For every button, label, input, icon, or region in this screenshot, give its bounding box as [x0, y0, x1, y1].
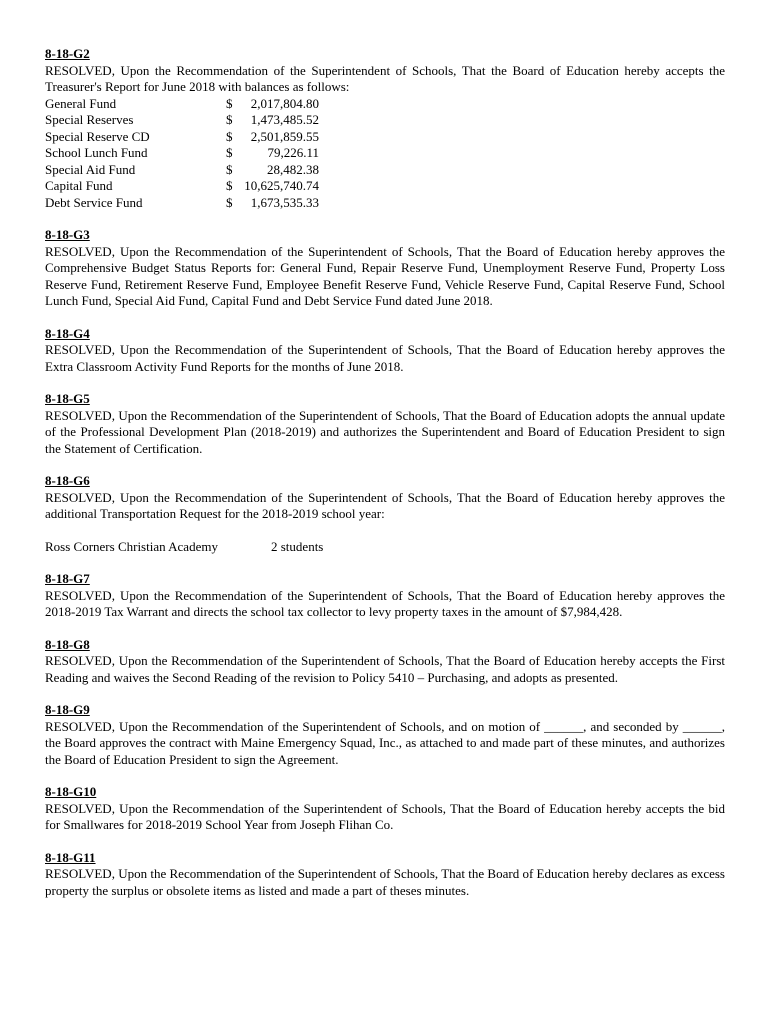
- currency-symbol: $: [226, 128, 233, 144]
- resolution-text: RESOLVED, Upon the Recommendation of the Superintendent of Schools, That the Board of Education adopts the annual update of the Professional Development Plan (2018-2019) and authorizes the Superintendent and Board of Education President to sign the Statement of Certification.: [45, 407, 725, 456]
- fund-name: Special Reserve CD: [45, 128, 150, 144]
- resolution-g8: [45, 637, 725, 687]
- resolution-heading: 8-18-G9: [45, 702, 90, 717]
- fund-name: Capital Fund: [45, 178, 113, 193]
- currency-symbol: $: [226, 112, 233, 127]
- resolution-g7: [45, 571, 725, 621]
- resolution-text: RESOLVED, Upon the Recommendation of the Superintendent of Schools, That the Board of Education hereby declares as excess property the surplus or obsolete items as listed and made a part of theses minutes.: [45, 866, 725, 898]
- fund-name: Special Reserves: [45, 112, 134, 127]
- resolution-heading: 8-18-G10: [45, 784, 97, 799]
- document-page: [45, 46, 725, 915]
- fund-row: [45, 162, 319, 179]
- transportation-request-row: [45, 539, 725, 556]
- resolution-g11: [45, 850, 725, 900]
- student-count: 2 students: [271, 538, 324, 554]
- fund-row: [45, 145, 319, 162]
- currency-symbol: $: [226, 194, 233, 210]
- fund-name: Special Aid Fund: [45, 161, 136, 177]
- resolution-heading: 8-18-G5: [45, 391, 90, 406]
- resolution-heading: 8-18-G4: [45, 325, 90, 341]
- resolution-heading: 8-18-G11: [45, 849, 96, 865]
- currency-symbol: $: [226, 145, 233, 160]
- resolution-g9: [45, 702, 725, 768]
- fund-amount: 79,226.11: [267, 145, 319, 160]
- school-name: Ross Corners Christian Academy: [45, 538, 218, 554]
- resolution-heading: 8-18-G3: [45, 227, 90, 242]
- fund-name: School Lunch Fund: [45, 145, 148, 160]
- fund-amount: 1,673,535.33: [250, 194, 319, 210]
- currency-symbol: $: [226, 161, 233, 177]
- resolution-text: RESOLVED, Upon the Recommendation of the Superintendent of Schools, That the Board of Education hereby accepts the Treasurer's Report for June 2018 with balances as follows:: [45, 62, 725, 94]
- fund-amount: 28,482.38: [267, 161, 319, 177]
- resolution-g6: [45, 473, 725, 555]
- fund-row: [45, 112, 319, 129]
- resolution-g5: [45, 391, 725, 457]
- currency-symbol: $: [226, 178, 233, 193]
- resolution-g4: [45, 326, 725, 376]
- fund-amount: 2,501,859.55: [250, 128, 319, 144]
- resolution-heading: 8-18-G6: [45, 473, 90, 488]
- resolution-g3: [45, 227, 725, 310]
- resolution-text: RESOLVED, Upon the Recommendation of the Superintendent of Schools, and on motion of ______, and seconded by ______, the Board approves the contract with Maine Emergency Squad, Inc., as attached to and made part of these minutes, and authorizes the Board of Education President to sign the Agreement.: [45, 718, 725, 767]
- fund-name: General Fund: [45, 95, 117, 111]
- fund-amount: 10,625,740.74: [244, 178, 319, 193]
- resolution-text: RESOLVED, Upon the Recommendation of the Superintendent of Schools, That the Board of Education hereby approves the Comprehensive Budget Status Reports for: General Fund, Repair Reserve Fund, Unemployment Reserve Fund, Property Loss Reserve Fund, Retirement Reserve Fund, Employee Benefit Reserve Fund, Vehicle Reserve Fund, Capital Reserve Fund, School Lunch Fund, Special Aid Fund, Capital Fund and Debt Service Fund dated June 2018.: [45, 243, 725, 308]
- fund-balance-table: [45, 96, 319, 212]
- resolution-text: RESOLVED, Upon the Recommendation of the Superintendent of Schools, That the Board of Education hereby approves the 2018-2019 Tax Warrant and directs the school tax collector to levy property taxes in the amount of $7,984,428.: [45, 587, 725, 619]
- resolution-heading: 8-18-G8: [45, 636, 90, 652]
- resolution-text: RESOLVED, Upon the Recommendation of the Superintendent of Schools, That the Board of Education hereby accepts the First Reading and waives the Second Reading of the revision to Policy 5410 – Purchasing, and adopts as presented.: [45, 653, 725, 685]
- resolution-heading: 8-18-G7: [45, 571, 90, 586]
- fund-row: [45, 96, 319, 113]
- resolution-text: RESOLVED, Upon the Recommendation of the Superintendent of Schools, That the Board of Education hereby accepts the bid for Smallwares for 2018-2019 School Year from Joseph Flihan Co.: [45, 800, 725, 832]
- fund-name: Debt Service Fund: [45, 194, 143, 210]
- fund-amount: 1,473,485.52: [250, 112, 319, 127]
- fund-row: [45, 129, 319, 146]
- fund-row: [45, 178, 319, 195]
- resolution-heading: 8-18-G2: [45, 46, 90, 61]
- resolution-text: RESOLVED, Upon the Recommendation of the Superintendent of Schools, That the Board of Education hereby approves the Extra Classroom Activity Fund Reports for the months of June 2018.: [45, 342, 725, 374]
- currency-symbol: $: [226, 95, 233, 111]
- resolution-text: RESOLVED, Upon the Recommendation of the Superintendent of Schools, That the Board of Education hereby approves the additional Transportation Request for the 2018-2019 school year:: [45, 489, 725, 521]
- resolution-g10: [45, 784, 725, 834]
- fund-amount: 2,017,804.80: [250, 95, 319, 111]
- fund-row: [45, 195, 319, 212]
- resolution-g2: [45, 46, 725, 211]
